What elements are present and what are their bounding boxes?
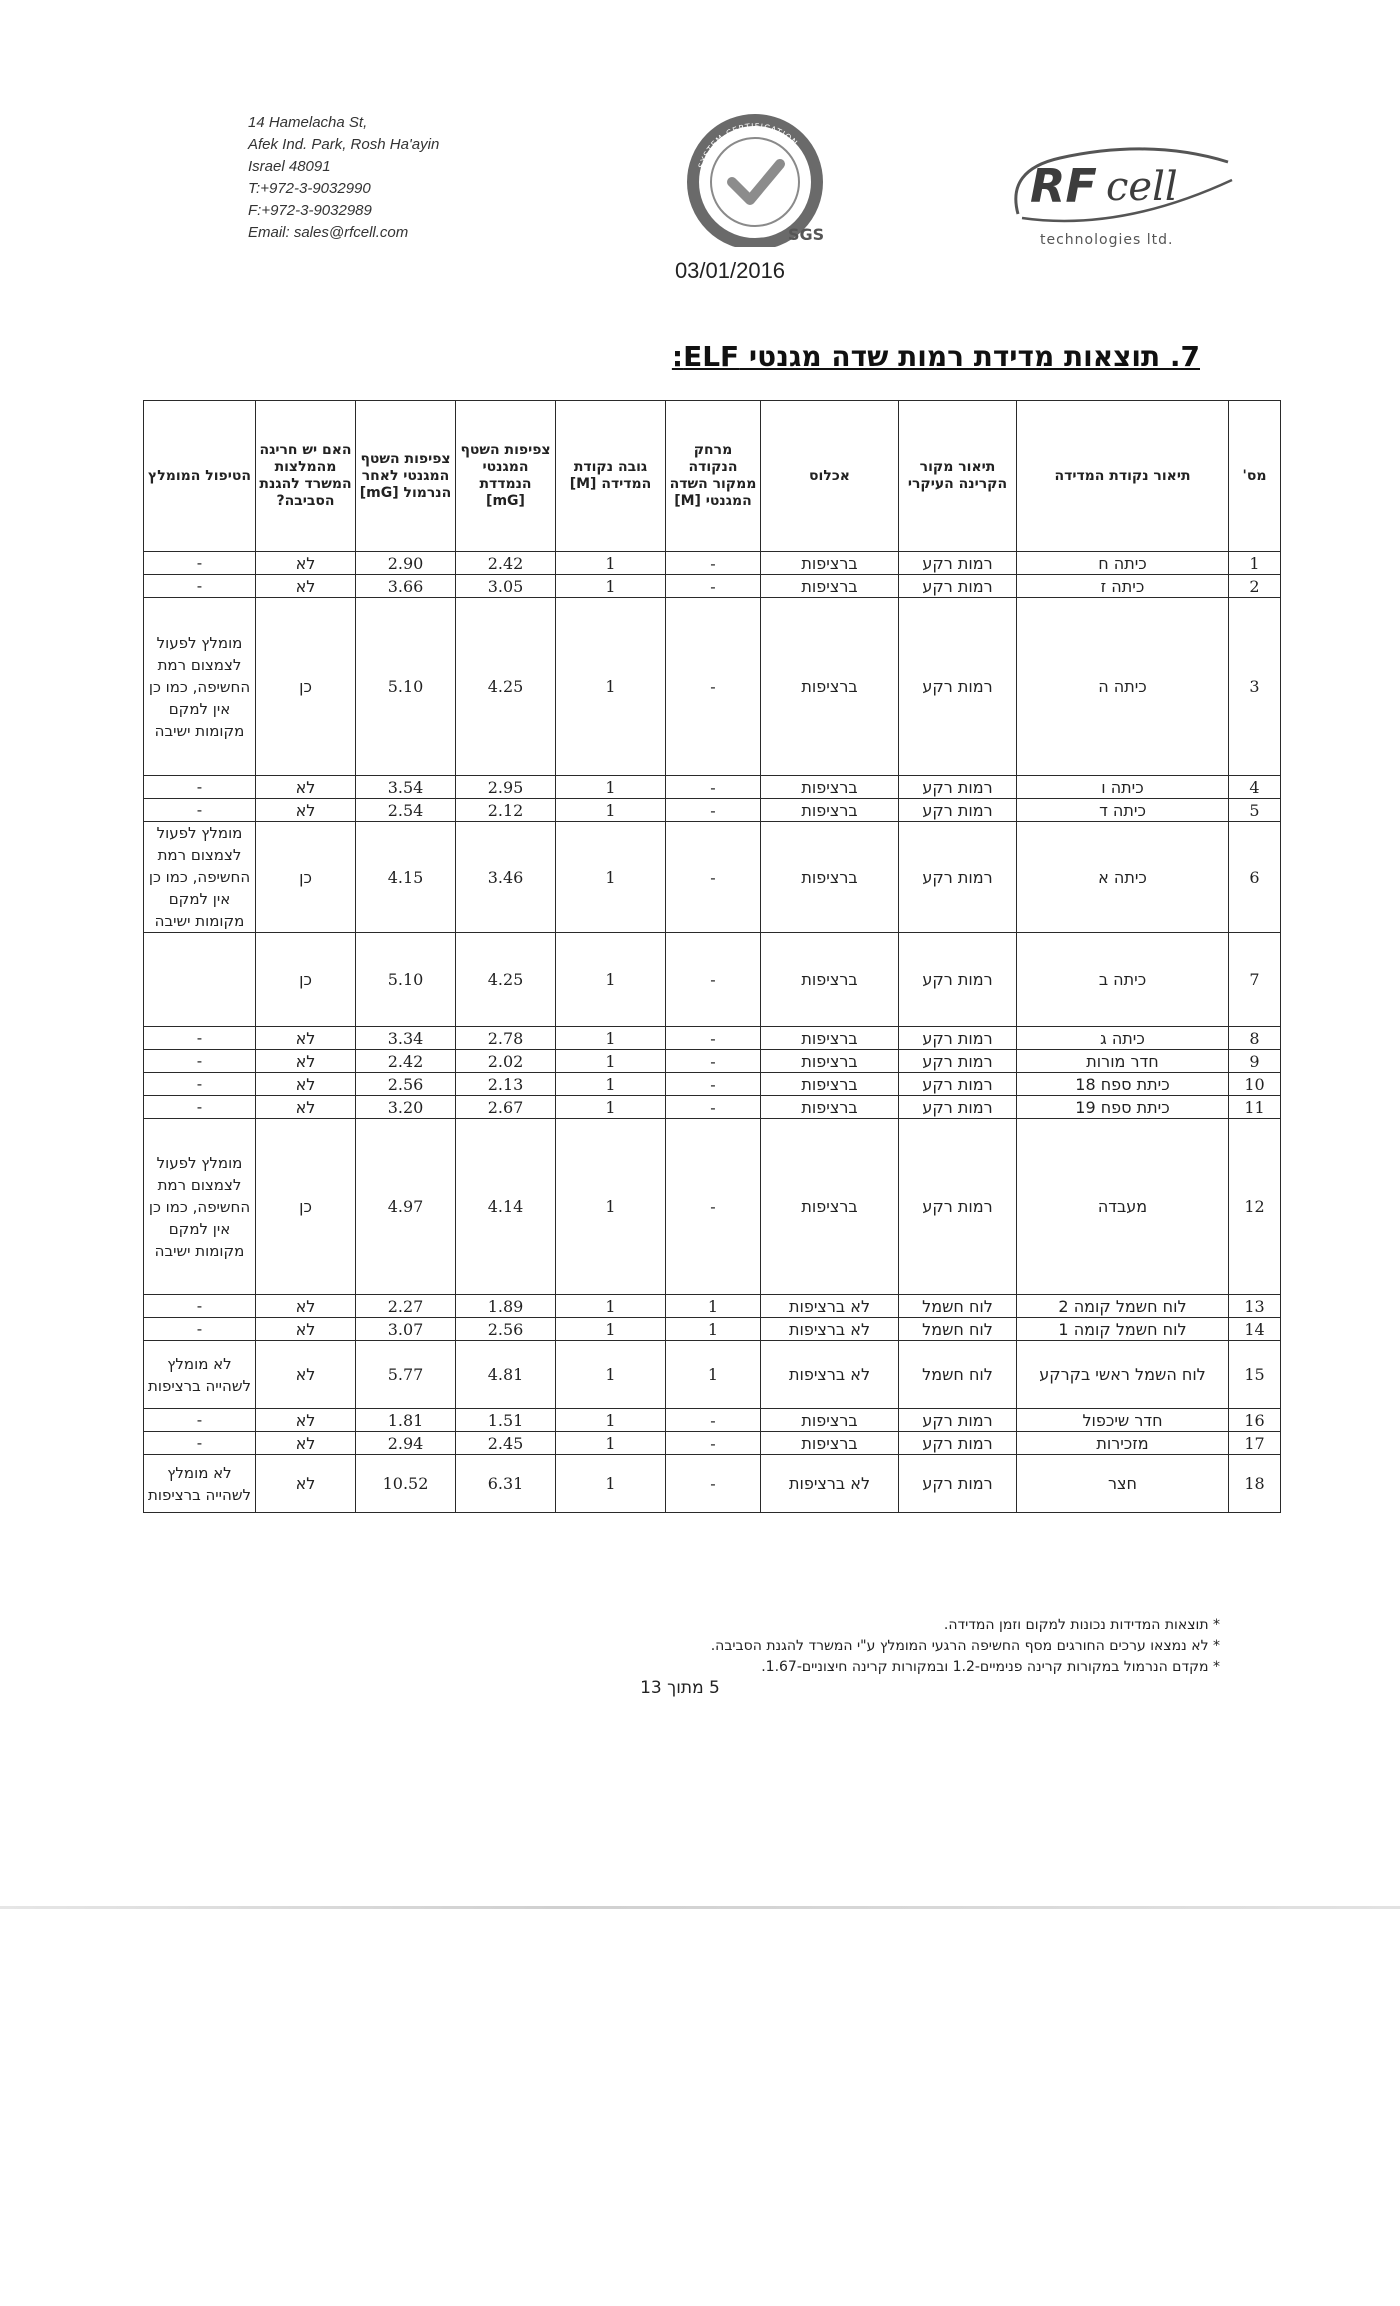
measured-flux: 1.51 xyxy=(456,1409,556,1432)
radiation-source: רמות רקע xyxy=(899,933,1017,1027)
recommended-treatment: מומלץ לפעול לצמצום רמת החשיפה, כמו כן אין למקם מקומות ישיבה xyxy=(144,1119,256,1295)
header-normalized: צפיפות השטף המגנטי לאחר הנרמול [mG] xyxy=(356,401,456,552)
source-distance: - xyxy=(666,598,761,776)
measurement-height: 1 xyxy=(556,1295,666,1318)
occupancy: ברציפות xyxy=(761,933,899,1027)
exceeds-recommendation: כן xyxy=(256,1119,356,1295)
table-row xyxy=(144,552,1281,575)
exceeds-recommendation: כן xyxy=(256,822,356,933)
table-row xyxy=(144,822,1281,933)
row-number: 18 xyxy=(1229,1455,1281,1513)
header-description: תיאור נקודת המדידה xyxy=(1017,401,1229,552)
footnote: * לא נמצאו ערכים החורגים מסף החשיפה הרגעי המומלץ ע"י המשרד להגנת הסביבה. xyxy=(710,1638,1220,1654)
radiation-source: לוח חשמל xyxy=(899,1295,1017,1318)
normalized-flux: 2.56 xyxy=(356,1073,456,1096)
occupancy: ברציפות xyxy=(761,1027,899,1050)
normalized-flux: 10.52 xyxy=(356,1455,456,1513)
row-number: 2 xyxy=(1229,575,1281,598)
exceeds-recommendation: כן xyxy=(256,598,356,776)
header-height: גובה נקודת המדידה [M] xyxy=(556,401,666,552)
seal-iso-text: ISO 9001:2000 xyxy=(698,190,742,236)
measured-flux: 2.42 xyxy=(456,552,556,575)
measurement-height: 1 xyxy=(556,1096,666,1119)
row-number: 1 xyxy=(1229,552,1281,575)
source-distance: - xyxy=(666,1096,761,1119)
normalized-flux: 2.94 xyxy=(356,1432,456,1455)
normalized-flux: 4.15 xyxy=(356,822,456,933)
measurement-height: 1 xyxy=(556,933,666,1027)
occupancy: ברציפות xyxy=(761,1050,899,1073)
measured-flux: 2.78 xyxy=(456,1027,556,1050)
exceeds-recommendation: לא xyxy=(256,1073,356,1096)
table-body xyxy=(144,552,1281,1513)
table-row xyxy=(144,1341,1281,1409)
measured-flux: 3.05 xyxy=(456,575,556,598)
recommended-treatment: - xyxy=(144,1295,256,1318)
row-number: 8 xyxy=(1229,1027,1281,1050)
occupancy: לא ברציפות xyxy=(761,1341,899,1409)
occupancy: ברציפות xyxy=(761,799,899,822)
exceeds-recommendation: לא xyxy=(256,1027,356,1050)
normalized-flux: 2.54 xyxy=(356,799,456,822)
measurement-height: 1 xyxy=(556,575,666,598)
row-number: 7 xyxy=(1229,933,1281,1027)
recommended-treatment: - xyxy=(144,1050,256,1073)
recommended-treatment: - xyxy=(144,1096,256,1119)
source-distance: - xyxy=(666,799,761,822)
recommended-treatment: - xyxy=(144,1409,256,1432)
radiation-source: רמות רקע xyxy=(899,1096,1017,1119)
occupancy: ברציפות xyxy=(761,822,899,933)
exceeds-recommendation: כן xyxy=(256,933,356,1027)
normalized-flux: 2.42 xyxy=(356,1050,456,1073)
seal-ring-text: SYSTEM CERTIFICATION xyxy=(696,121,800,170)
radiation-source: רמות רקע xyxy=(899,575,1017,598)
table-row xyxy=(144,1050,1281,1073)
measured-flux: 4.25 xyxy=(456,933,556,1027)
table-row xyxy=(144,1318,1281,1341)
address-line: Afek Ind. Park, Rosh Ha'ayin xyxy=(248,136,440,153)
fax-line: F:+972-3-9032989 xyxy=(248,202,372,219)
occupancy: לא ברציפות xyxy=(761,1318,899,1341)
table-row xyxy=(144,1073,1281,1096)
phone-line: T:+972-3-9032990 xyxy=(248,180,371,197)
page-number: 5 מתוך 13 xyxy=(640,1678,720,1698)
table-row xyxy=(144,776,1281,799)
exceeds-recommendation: לא xyxy=(256,1341,356,1409)
exceeds-recommendation: לא xyxy=(256,552,356,575)
footnote: * תוצאות המדידות נכונות למקום וזמן המדידה. xyxy=(943,1617,1220,1633)
recommended-treatment: - xyxy=(144,552,256,575)
measured-flux: 4.25 xyxy=(456,598,556,776)
point-description: כיתה ה xyxy=(1017,598,1229,776)
radiation-source: לוח חשמל xyxy=(899,1341,1017,1409)
row-number: 13 xyxy=(1229,1295,1281,1318)
row-number: 11 xyxy=(1229,1096,1281,1119)
radiation-source: רמות רקע xyxy=(899,1409,1017,1432)
header-distance: מרחק הנקודה ממקור השדה המגנטי [M] xyxy=(666,401,761,552)
table-row xyxy=(144,1455,1281,1513)
row-number: 12 xyxy=(1229,1119,1281,1295)
source-distance: - xyxy=(666,552,761,575)
radiation-source: רמות רקע xyxy=(899,1073,1017,1096)
exceeds-recommendation: לא xyxy=(256,1432,356,1455)
measurement-height: 1 xyxy=(556,1027,666,1050)
occupancy: ברציפות xyxy=(761,776,899,799)
table-row xyxy=(144,1295,1281,1318)
measurement-height: 1 xyxy=(556,1341,666,1409)
source-distance: - xyxy=(666,575,761,598)
measured-flux: 2.45 xyxy=(456,1432,556,1455)
source-distance: - xyxy=(666,933,761,1027)
scan-divider-line xyxy=(0,1906,1400,1909)
measurement-height: 1 xyxy=(556,552,666,575)
header-treatment: הטיפול המומלץ xyxy=(144,401,256,552)
row-number: 4 xyxy=(1229,776,1281,799)
normalized-flux: 3.34 xyxy=(356,1027,456,1050)
seal-brand: SGS xyxy=(788,225,825,244)
document-date: 03/01/2016 xyxy=(674,258,786,283)
table-row xyxy=(144,799,1281,822)
measured-flux: 6.31 xyxy=(456,1455,556,1513)
row-number: 15 xyxy=(1229,1341,1281,1409)
exceeds-recommendation: לא xyxy=(256,1295,356,1318)
point-description: לוח חשמל קומה 2 xyxy=(1017,1295,1229,1318)
table-row xyxy=(144,1096,1281,1119)
exceeds-recommendation: לא xyxy=(256,1050,356,1073)
source-distance: - xyxy=(666,1050,761,1073)
exceeds-recommendation: לא xyxy=(256,799,356,822)
normalized-flux: 2.90 xyxy=(356,552,456,575)
recommended-treatment xyxy=(144,933,256,1027)
point-description: חדר מורות xyxy=(1017,1050,1229,1073)
row-number: 17 xyxy=(1229,1432,1281,1455)
recommended-treatment: - xyxy=(144,799,256,822)
table-header-row xyxy=(144,401,1281,552)
header-num: מס' xyxy=(1229,401,1281,552)
occupancy: ברציפות xyxy=(761,1096,899,1119)
point-description: כיתה ח xyxy=(1017,552,1229,575)
occupancy: ברציפות xyxy=(761,1073,899,1096)
point-description: חצר xyxy=(1017,1455,1229,1513)
source-distance: 1 xyxy=(666,1341,761,1409)
measured-flux: 2.02 xyxy=(456,1050,556,1073)
company-logo xyxy=(1000,140,1240,250)
radiation-source: רמות רקע xyxy=(899,1455,1017,1513)
measurement-height: 1 xyxy=(556,776,666,799)
occupancy: ברציפות xyxy=(761,1432,899,1455)
table-row xyxy=(144,933,1281,1027)
recommended-treatment: מומלץ לפעול לצמצום רמת החשיפה, כמו כן אין למקם מקומות ישיבה xyxy=(144,598,256,776)
measurement-height: 1 xyxy=(556,1119,666,1295)
point-description: כיתה ב xyxy=(1017,933,1229,1027)
exceeds-recommendation: לא xyxy=(256,776,356,799)
radiation-source: רמות רקע xyxy=(899,552,1017,575)
point-description: לוח חשמל קומה 1 xyxy=(1017,1318,1229,1341)
exceeds-recommendation: לא xyxy=(256,1096,356,1119)
address-line: Israel 48091 xyxy=(248,158,331,175)
footnotes xyxy=(400,1615,1220,1678)
source-distance: - xyxy=(666,1073,761,1096)
source-distance: - xyxy=(666,1027,761,1050)
row-number: 16 xyxy=(1229,1409,1281,1432)
table-row xyxy=(144,1409,1281,1432)
recommended-treatment: מומלץ לפעול לצמצום רמת החשיפה, כמו כן אין למקם מקומות ישיבה xyxy=(144,822,256,933)
table-row xyxy=(144,598,1281,776)
measured-flux: 2.67 xyxy=(456,1096,556,1119)
occupancy: ברציפות xyxy=(761,575,899,598)
radiation-source: רמות רקע xyxy=(899,776,1017,799)
measurement-height: 1 xyxy=(556,1318,666,1341)
measurement-height: 1 xyxy=(556,1409,666,1432)
occupancy: ברציפות xyxy=(761,598,899,776)
row-number: 3 xyxy=(1229,598,1281,776)
occupancy: ברציפות xyxy=(761,552,899,575)
occupancy: ברציפות xyxy=(761,1119,899,1295)
radiation-source: רמות רקע xyxy=(899,1027,1017,1050)
measured-flux: 3.46 xyxy=(456,822,556,933)
table-row xyxy=(144,1119,1281,1295)
point-description: כיתה ו xyxy=(1017,776,1229,799)
exceeds-recommendation: לא xyxy=(256,1409,356,1432)
point-description: כיתה ג xyxy=(1017,1027,1229,1050)
recommended-treatment: - xyxy=(144,1318,256,1341)
radiation-source: רמות רקע xyxy=(899,1050,1017,1073)
company-address xyxy=(248,112,528,244)
table-row xyxy=(144,1027,1281,1050)
measured-flux: 1.89 xyxy=(456,1295,556,1318)
source-distance: - xyxy=(666,1409,761,1432)
email-line: Email: sales@rfcell.com xyxy=(248,224,409,241)
point-description: לוח השמל ראשי בקרקע xyxy=(1017,1341,1229,1409)
point-description: כיתת ספח 19 xyxy=(1017,1096,1229,1119)
exceeds-recommendation: לא xyxy=(256,1318,356,1341)
source-distance: - xyxy=(666,1455,761,1513)
exceeds-recommendation: לא xyxy=(256,1455,356,1513)
row-number: 14 xyxy=(1229,1318,1281,1341)
certification-seal-icon xyxy=(680,112,830,247)
measurement-height: 1 xyxy=(556,1050,666,1073)
occupancy: לא ברציפות xyxy=(761,1295,899,1318)
header-exceed: האם יש חריגה מהמלצות המשרד להגנת הסביבה? xyxy=(256,401,356,552)
measured-flux: 2.56 xyxy=(456,1318,556,1341)
normalized-flux: 4.97 xyxy=(356,1119,456,1295)
recommended-treatment: - xyxy=(144,1073,256,1096)
recommended-treatment: - xyxy=(144,1432,256,1455)
point-description: כיתה ד xyxy=(1017,799,1229,822)
radiation-source: לוח חשמל xyxy=(899,1318,1017,1341)
occupancy: ברציפות xyxy=(761,1409,899,1432)
normalized-flux: 2.27 xyxy=(356,1295,456,1318)
exceeds-recommendation: לא xyxy=(256,575,356,598)
radiation-source: רמות רקע xyxy=(899,822,1017,933)
point-description: מזכירות xyxy=(1017,1432,1229,1455)
address-line: 14 Hamelacha St, xyxy=(248,114,368,131)
normalized-flux: 5.10 xyxy=(356,598,456,776)
row-number: 5 xyxy=(1229,799,1281,822)
measurement-height: 1 xyxy=(556,822,666,933)
recommended-treatment: לא מומלץ לשהייה ברציפות xyxy=(144,1455,256,1513)
source-distance: - xyxy=(666,1119,761,1295)
point-description: כיתה א xyxy=(1017,822,1229,933)
measured-flux: 4.14 xyxy=(456,1119,556,1295)
radiation-source: רמות רקע xyxy=(899,1432,1017,1455)
results-table-wrapper xyxy=(143,400,1280,1513)
header-measured: צפיפות השטף המגנטי הנמדדת [mG] xyxy=(456,401,556,552)
radiation-source: רמות רקע xyxy=(899,598,1017,776)
section-title: 7. תוצאות מדידת רמות שדה מגנטי ELF: xyxy=(671,340,1200,373)
measured-flux: 2.95 xyxy=(456,776,556,799)
point-description: כיתה ז xyxy=(1017,575,1229,598)
measurement-height: 1 xyxy=(556,598,666,776)
recommended-treatment: לא מומלץ לשהייה ברציפות xyxy=(144,1341,256,1409)
normalized-flux: 3.54 xyxy=(356,776,456,799)
recommended-treatment: - xyxy=(144,575,256,598)
logo-main-text: RF xyxy=(1030,159,1097,213)
radiation-source: רמות רקע xyxy=(899,1119,1017,1295)
normalized-flux: 3.07 xyxy=(356,1318,456,1341)
table-row xyxy=(144,1432,1281,1455)
row-number: 9 xyxy=(1229,1050,1281,1073)
measurement-height: 1 xyxy=(556,1432,666,1455)
occupancy: לא ברציפות xyxy=(761,1455,899,1513)
elf-results-table xyxy=(143,400,1281,1513)
radiation-source: רמות רקע xyxy=(899,799,1017,822)
table-row xyxy=(144,575,1281,598)
normalized-flux: 5.10 xyxy=(356,933,456,1027)
normalized-flux: 3.66 xyxy=(356,575,456,598)
measured-flux: 4.81 xyxy=(456,1341,556,1409)
logo-subtitle: technologies ltd. xyxy=(1040,232,1174,248)
point-description: חדר שיכפול xyxy=(1017,1409,1229,1432)
measured-flux: 2.12 xyxy=(456,799,556,822)
normalized-flux: 1.81 xyxy=(356,1409,456,1432)
footnote: * מקדם הנרמול במקורות קרינה פנימיים-1.2 ובמקורות קרינה חיצוניים-1.67. xyxy=(761,1659,1220,1675)
recommended-treatment: - xyxy=(144,1027,256,1050)
point-description: מעבדה xyxy=(1017,1119,1229,1295)
source-distance: - xyxy=(666,1432,761,1455)
source-distance: - xyxy=(666,776,761,799)
measured-flux: 2.13 xyxy=(456,1073,556,1096)
logo-cell-text: cell xyxy=(1106,164,1178,210)
measurement-height: 1 xyxy=(556,1455,666,1513)
source-distance: - xyxy=(666,822,761,933)
source-distance: 1 xyxy=(666,1318,761,1341)
row-number: 6 xyxy=(1229,822,1281,933)
measurement-height: 1 xyxy=(556,1073,666,1096)
normalized-flux: 3.20 xyxy=(356,1096,456,1119)
measurement-height: 1 xyxy=(556,799,666,822)
header-occupancy: אכלוס xyxy=(761,401,899,552)
point-description: כיתת ספח 18 xyxy=(1017,1073,1229,1096)
recommended-treatment: - xyxy=(144,776,256,799)
header-source: תיאור מקור הקרינה העיקרי xyxy=(899,401,1017,552)
row-number: 10 xyxy=(1229,1073,1281,1096)
source-distance: 1 xyxy=(666,1295,761,1318)
normalized-flux: 5.77 xyxy=(356,1341,456,1409)
